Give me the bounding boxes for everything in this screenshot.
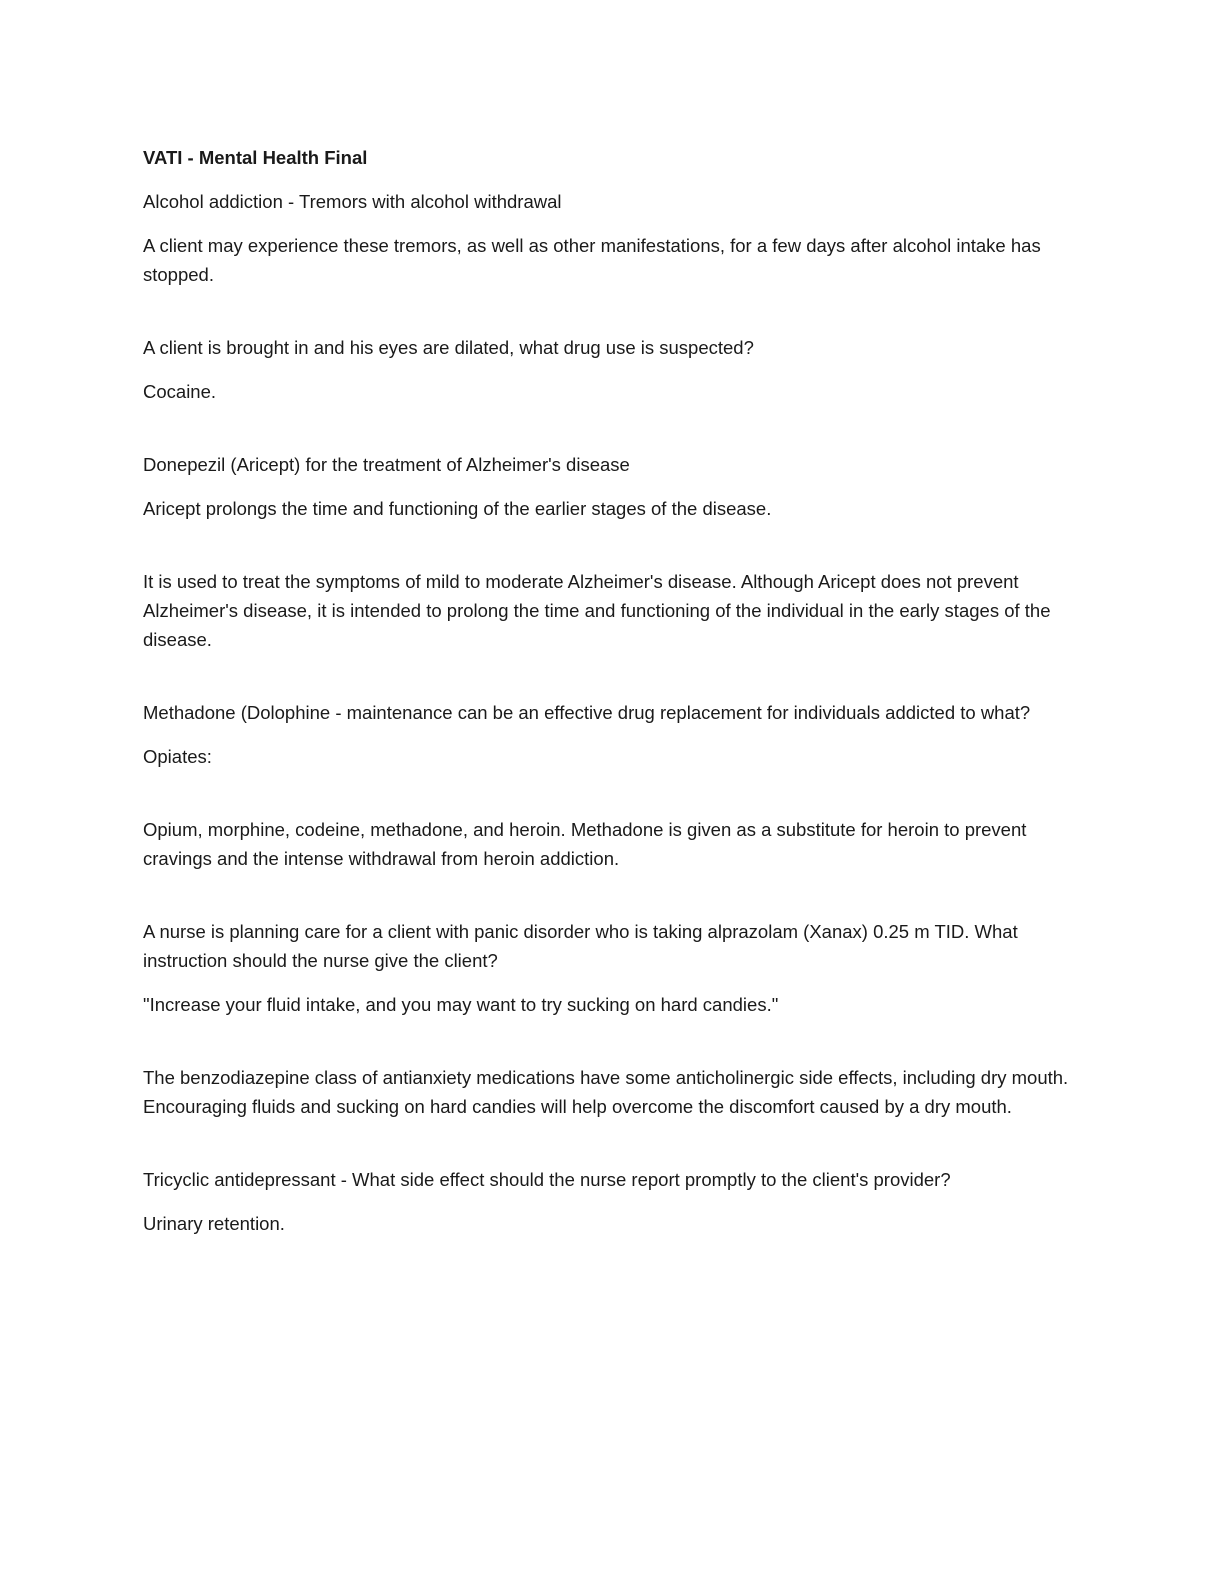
explanation-donepezil: It is used to treat the symptoms of mild to moderate Alzheimer's disease. Although Aricept does not prevent Alzheimer's disease, it is intended to prolong the time and functioning of the individual in the early stages of the disease. [143,571,1051,650]
answer-methadone: Opiates: [143,746,212,767]
document-body [143,143,1083,1238]
explanation-alprazolam: The benzodiazepine class of antianxiety medications have some anticholinergic side effects, including dry mouth. Encouraging fluids and sucking on hard candies will help overcome the discomfort caused by a dry mouth. [143,1067,1069,1117]
definition-donepezil: Aricept prolongs the time and functioning of the earlier stages of the disease. [143,498,772,519]
answer-alprazolam: "Increase your fluid intake, and you may want to try sucking on hard candies." [143,994,779,1015]
question-tricyclic: Tricyclic antidepressant - What side effect should the nurse report promptly to the client's provider? [143,1169,951,1190]
explanation-methadone: Opium, morphine, codeine, methadone, and heroin. Methadone is given as a substitute for heroin to prevent cravings and the intense withdrawal from heroin addiction. [143,819,1027,869]
answer-dilated-eyes: Cocaine. [143,381,217,402]
question-dilated-eyes: A client is brought in and his eyes are dilated, what drug use is suspected? [143,337,754,358]
term-donepezil: Donepezil (Aricept) for the treatment of Alzheimer's disease [143,454,630,475]
term-alcohol-addiction: Alcohol addiction - Tremors with alcohol withdrawal [143,191,562,212]
document-title: VATI - Mental Health Final [143,147,368,168]
question-methadone: Methadone (Dolophine - maintenance can be an effective drug replacement for individuals addicted to what? [143,702,1031,723]
definition-alcohol-addiction: A client may experience these tremors, as well as other manifestations, for a few days after alcohol intake has stopped. [143,235,1041,285]
question-alprazolam: A nurse is planning care for a client with panic disorder who is taking alprazolam (Xanax) 0.25 m TID. What instruction should the nurse give the client? [143,921,1018,971]
answer-tricyclic: Urinary retention. [143,1213,285,1234]
